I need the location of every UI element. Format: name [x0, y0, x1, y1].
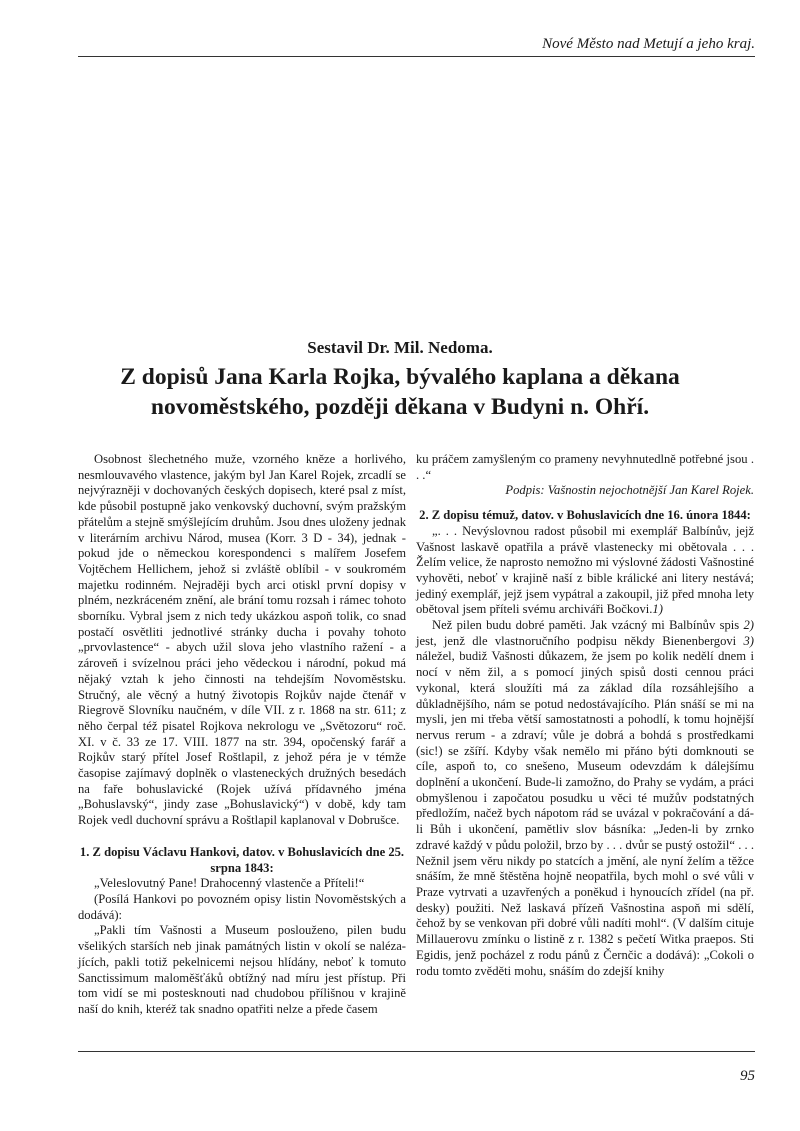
- article-author: Sestavil Dr. Mil. Nedoma.: [307, 338, 493, 357]
- letter-1-signature: Podpis: Vašnostin nejochotnější Jan Karel Rojek.: [505, 483, 754, 498]
- footnote-ref-3: 3): [743, 633, 754, 648]
- running-title: Nové Město nad Metují a jeho kraj.: [542, 36, 755, 52]
- letter-2-p2-start: Než pilen budu dobré paměti. Jak vzácný mi Balbínův spis: [432, 618, 740, 633]
- letter-2-paragraph-1: [416, 524, 754, 618]
- letter-salutation: „Veleslovutný Pane! Drahocenný vlastenče a Příteli!“: [94, 876, 365, 891]
- footnote-ref-1: 1): [652, 602, 663, 617]
- page-number: 95: [740, 1068, 755, 1084]
- left-column: [78, 452, 406, 1018]
- section-heading-2: 2. Z dopisu témuž, datov. v Bohuslavicích dne 16. února 1844:: [419, 508, 751, 523]
- article-title: [60, 362, 740, 422]
- section-heading-1: 1. Z dopisu Václavu Hankovi, datov. v Bohuslavicích dne 25. srpna 1843:: [79, 844, 405, 875]
- footer-rule: [78, 1051, 755, 1052]
- letter-2-p2-a: jest, jenž dle vlastnoručního podpisu někdy Bienenbergovi: [416, 633, 737, 648]
- title-line-2: novoměstského, později děkana v Budyni n. Ohří.: [150, 394, 650, 420]
- footnote-ref-2: 2): [743, 618, 754, 633]
- intro-paragraph: Osobnost šlechetného muže, vzorného kněze a horlivého, nesmlouvavého vlastence, jakým byl Jan Karel Rojek, zrcadlí se nejvýrazněji v dochovaných českých dopisech, které psal z míst, kde působil postupně jako venkovský duchovní, svým pražským přátelům a stejně smýšlejícím druhům. Jsou dnes uloženy jednak v literárním archivu Národ, musea (Korr. 3 D - 34), jednak - pokud jde o německou korespondenci s malířem Josefem Vojtěchem Hellichem, jehož si zvláště oblíbil - v soukromém majetku rodinném. Nejraději bych arci otiskl první dopisy v plném, nezkráceném znění, ale brání tomu rozsah i rámec tohoto sborníku. Vybral jsem z nich tedy ukázkou aspoň tolik, co snad postačí osvětliti jednotlivé stránky ducha i povahy tohoto „prvovlastence“ - abych užil slova jeho vlastního ražení - a zároveň i svízelnou práci jeho vědeckou i národní, pokud má nějaký vztah k jeho činnosti na tehdejším Novoměstsku. Stručný, ale věcný a hutný životopis Rojkův najde čtenář v Riegrově Slovníku naučném, v díle VII. z r. 1868 na str. 611; z něho čerpal též pisatel Rojkova nekrologu ve „Světozoru“ roč. XI. v č. 33 ze 17. VIII. 1877 na str. 394, opočenský farář a Rojkův starý přítel Josef Roštlapil, z jehož péra je v témže časopise zajímavý doplněk o vlasteneckých družných besedách na faře bohuslavické (Rojek užívá přídavného jména „Bohuslavský“, jindy zase „Bohuslavický“) v době, kdy tam Rojek vedl duchovní správu a Roštlapil kaplanoval v Dobrušce.: [78, 452, 406, 828]
- letter-2-p2-b: náležel, budiž Vašnosti důkazem, že jsem po kolik nedělí dnem i nocí v něm žil, a s pomocí jiných spisů dosti cennou práci vykonal, která sloužíti má za základ díla rozsáhlejšího a důkladnějšího, nám se potud nedostávajícího. Plán snáší se mi na mysli, jen mi třeba větší samostatnosti a pohodlí, k tomu hojnější nervus rerum - a zdraví; vůle je dobrá a bohdá s prostředkami (sic!) se zšíří. Kdyby však nemělo mi přáno býti domknouti se cíle, aspoň to, co snešeno, Museum odevzdám k dálejšímu doplnění a ukončení. Bude-li zamožno, do Prahy se vydám, a práci obmyšlenou i započatou posudku u věci té mužův podstatných předložím, načež bych nápotom rád se uvázal v pokračování a dá-li Bůh i ukončení, pamětliv slov básníka: „Jeden-li by zrnko zdravé každý v půdu položil, brzo by . . . dvůr se pustý ostožil“ . . . Nežnil jsem věru nikdy po statcích a jmění, ale nyní želím a těžce snáším, že mně štěstěna hojně neopatřila, bych mohl o své vůli v Praze vytrvati a uzavřených a poněkud i hynoucích zřídel (na př. desky) použiti. Než laskavá přízeň Vašnostina aspoň mi sdělí, čehož by se venkovan při dobré vůli nadíti mohl“. (V dalším cituje Millauerovu zmínku o listině z r. 1382 s pečetí Witka praepos. Sti Egidis, jenž pocházel z rodu pánů z Černčic a dodává): „Cokoli o rodu tomto zvěděti mohu, snáším do zdejší knihy: [416, 649, 754, 978]
- editor-note: (Posílá Hankovi po povozném opisy listin Novoměstských a dodává):: [78, 891, 406, 922]
- running-header: [78, 34, 755, 57]
- letter-1-ending: ku práčem zamyšleným co prameny nevyhnutedlně potřebné jsou . . .“: [416, 452, 754, 482]
- right-column: [416, 452, 754, 979]
- letter-2-paragraph-2: [416, 618, 754, 979]
- letter-1-body: „Pakli tím Vašnosti a Museum poslouženo, pilen budu všelikých starších neb jinak památných listin v okolí se nalézajících, pakli totiž pekelnicemi nejsou hlídány, neboť k tomuto Sanctissimum maloměšťáků obtížný nad míru jest přístup. Při tom vidí se mi postesknouti nad chudobou přílišnou v krajině naší do knih, kteréž tak snadno opatřiti nelze a přede časem: [78, 923, 406, 1016]
- title-line-1: Z dopisů Jana Karla Rojka, bývalého kaplana a děkana: [120, 364, 680, 390]
- letter-2-p1-text: „. . . Nevýslovnou radost působil mi exemplář Balbínův, jejž Vašnost laskavě opatřila a právě vlastenecky mi obětovala . . . Želím velice, že naprosto nemožno mi výslovné žádosti Vašnostiné vyhověti, neboť v krajině naší z bible králické ani litery nestává; jediný exemplář, jejž jsem vypátral a zakoupil, již před mnoha lety obětoval jsem příteli svému archiváři Bočkovi.: [416, 523, 754, 617]
